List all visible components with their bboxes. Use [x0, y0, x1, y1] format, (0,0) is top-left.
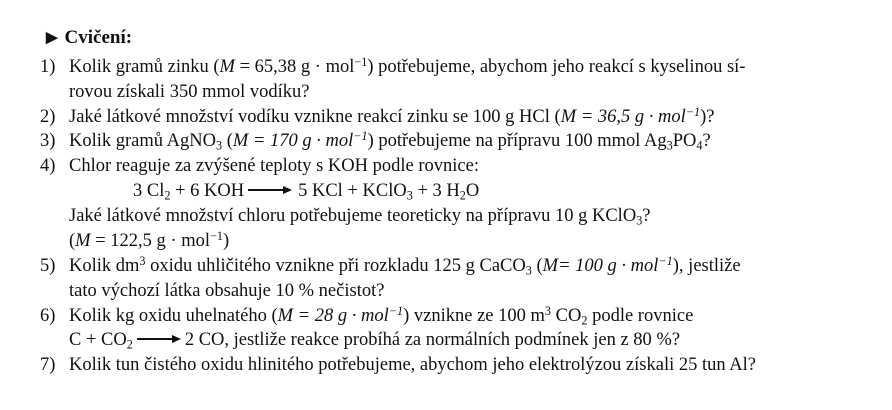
item-text: Kolik dm	[69, 255, 140, 276]
item-body	[69, 254, 866, 279]
item-body-line2	[69, 328, 866, 353]
item-number: 5)	[40, 255, 56, 276]
item-text: podle rovnice	[587, 305, 694, 326]
item-text: = 100 g · mol	[558, 255, 659, 276]
subscript: 4	[696, 138, 703, 153]
item-text: rovou získali 350 mmol vodíku?	[69, 81, 310, 102]
item-body-line2	[69, 279, 866, 304]
exercise-list	[40, 55, 866, 378]
item-text: C + CO	[69, 330, 127, 351]
exponent: −1	[353, 129, 368, 144]
list-item	[40, 129, 866, 154]
chemical-equation	[133, 179, 866, 204]
item-text: ), jestliže	[672, 255, 741, 276]
item-body	[69, 353, 866, 378]
item-text: Jaké látkové množství chloru potřebujeme teoreticky na přípravu 10 g KClO	[69, 206, 637, 226]
subscript: 3	[636, 213, 643, 228]
item-body	[69, 154, 866, 179]
exponent: −1	[388, 303, 404, 318]
item-text: tato výchozí látka obsahuje 10 % nečistot?	[69, 280, 385, 301]
item-text: = 65,38 g · mol	[234, 56, 355, 77]
molar-mass-symbol: M	[232, 131, 249, 152]
item-text: ) potřebujeme na přípravu 100 mmol Ag	[367, 131, 667, 152]
list-item	[40, 105, 866, 130]
subscript: 3	[406, 188, 413, 203]
subscript: 2	[581, 312, 588, 327]
list-item	[40, 154, 866, 254]
item-text: Kolik tun čistého oxidu hlinitého potřebujeme, abychom jeho elektrolýzou získali 25 tun Al?	[69, 355, 756, 376]
equation-text: + 3 H	[412, 181, 460, 202]
subscript: 3	[215, 138, 223, 153]
equation-text: + 6 KOH	[170, 181, 245, 202]
item-text: Kolik gramů AgNO	[69, 131, 216, 152]
equation-text: 5 KCl + KClO	[298, 181, 407, 202]
item-number: 6)	[40, 305, 56, 326]
page-title-text: Cvičení:	[64, 27, 133, 48]
subscript: 2	[459, 188, 466, 203]
item-number: 2)	[40, 106, 56, 127]
subscript: 2	[126, 337, 133, 352]
item-text: Kolik kg oxidu uhelnatého (	[69, 305, 278, 326]
item-text: (	[531, 255, 543, 276]
subscript: 3	[525, 263, 532, 278]
equation-text: O	[465, 181, 480, 202]
item-text: PO	[672, 131, 697, 152]
molar-mass-symbol: M	[75, 230, 91, 251]
item-number: 1)	[40, 56, 56, 77]
item-text: oxidu uhličitého vznikne při rozkladu 125 g CaCO	[145, 255, 526, 276]
list-item	[40, 304, 866, 354]
item-text: )	[222, 230, 230, 251]
exponent: −1	[354, 54, 368, 69]
item-text: = 170 g · mol	[248, 131, 354, 152]
list-item	[40, 55, 866, 105]
exponent: 3	[544, 303, 552, 318]
item-body	[69, 55, 866, 80]
molar-mass-symbol: M	[560, 106, 577, 127]
item-text: CO	[551, 305, 582, 326]
item-text: Chlor reaguje za zvýšené teploty s KOH podle rovnice:	[69, 156, 479, 177]
item-text: Kolik gramů zinku (	[69, 56, 220, 77]
item-number: 4)	[40, 156, 56, 177]
molar-mass-symbol: M	[277, 305, 294, 326]
item-body	[69, 129, 866, 154]
item-number: 3)	[40, 131, 56, 152]
page-title	[46, 26, 866, 50]
item-text: (	[222, 131, 233, 152]
item-text: ?	[702, 131, 711, 152]
subscript: 2	[164, 188, 171, 203]
molar-mass-symbol: M	[542, 255, 559, 276]
item-text: )?	[700, 106, 715, 127]
item-text: (	[69, 230, 76, 251]
item-text: = 122,5 g · mol	[90, 230, 210, 251]
exponent: −1	[658, 253, 673, 268]
item-body-line2	[69, 204, 866, 229]
item-text: 2 CO, jestliže reakce probíhá za normálních podmínek jen z 80 %?	[184, 330, 681, 351]
triangle-right-icon: ▶	[46, 30, 58, 46]
molar-mass-symbol: M	[219, 56, 235, 77]
reaction-arrow-icon	[137, 334, 181, 343]
item-text: = 36,5 g · mol	[576, 106, 686, 127]
item-text: ) potřebujeme, abychom jeho reakcí s kyselinou sí-	[367, 56, 746, 77]
exponent: −1	[209, 228, 223, 243]
list-item	[40, 254, 866, 304]
item-text: ?	[642, 206, 651, 226]
item-body	[69, 304, 866, 329]
item-body-line2	[69, 80, 866, 105]
item-body-line3	[69, 229, 866, 254]
equation-text: 3 Cl	[133, 181, 165, 202]
item-text: ) vznikne ze 100 m	[403, 305, 545, 326]
reaction-arrow-icon	[248, 185, 294, 194]
list-item	[40, 353, 866, 378]
item-text: Jaké látkové množství vodíku vznikne reakcí zinku se 100 g HCl (	[69, 106, 561, 127]
exponent: −1	[685, 104, 701, 119]
item-number: 7)	[40, 355, 56, 376]
exponent: 3	[139, 253, 146, 268]
subscript: 3	[666, 138, 673, 153]
item-body	[69, 105, 866, 130]
item-text: = 28 g · mol	[293, 305, 389, 326]
